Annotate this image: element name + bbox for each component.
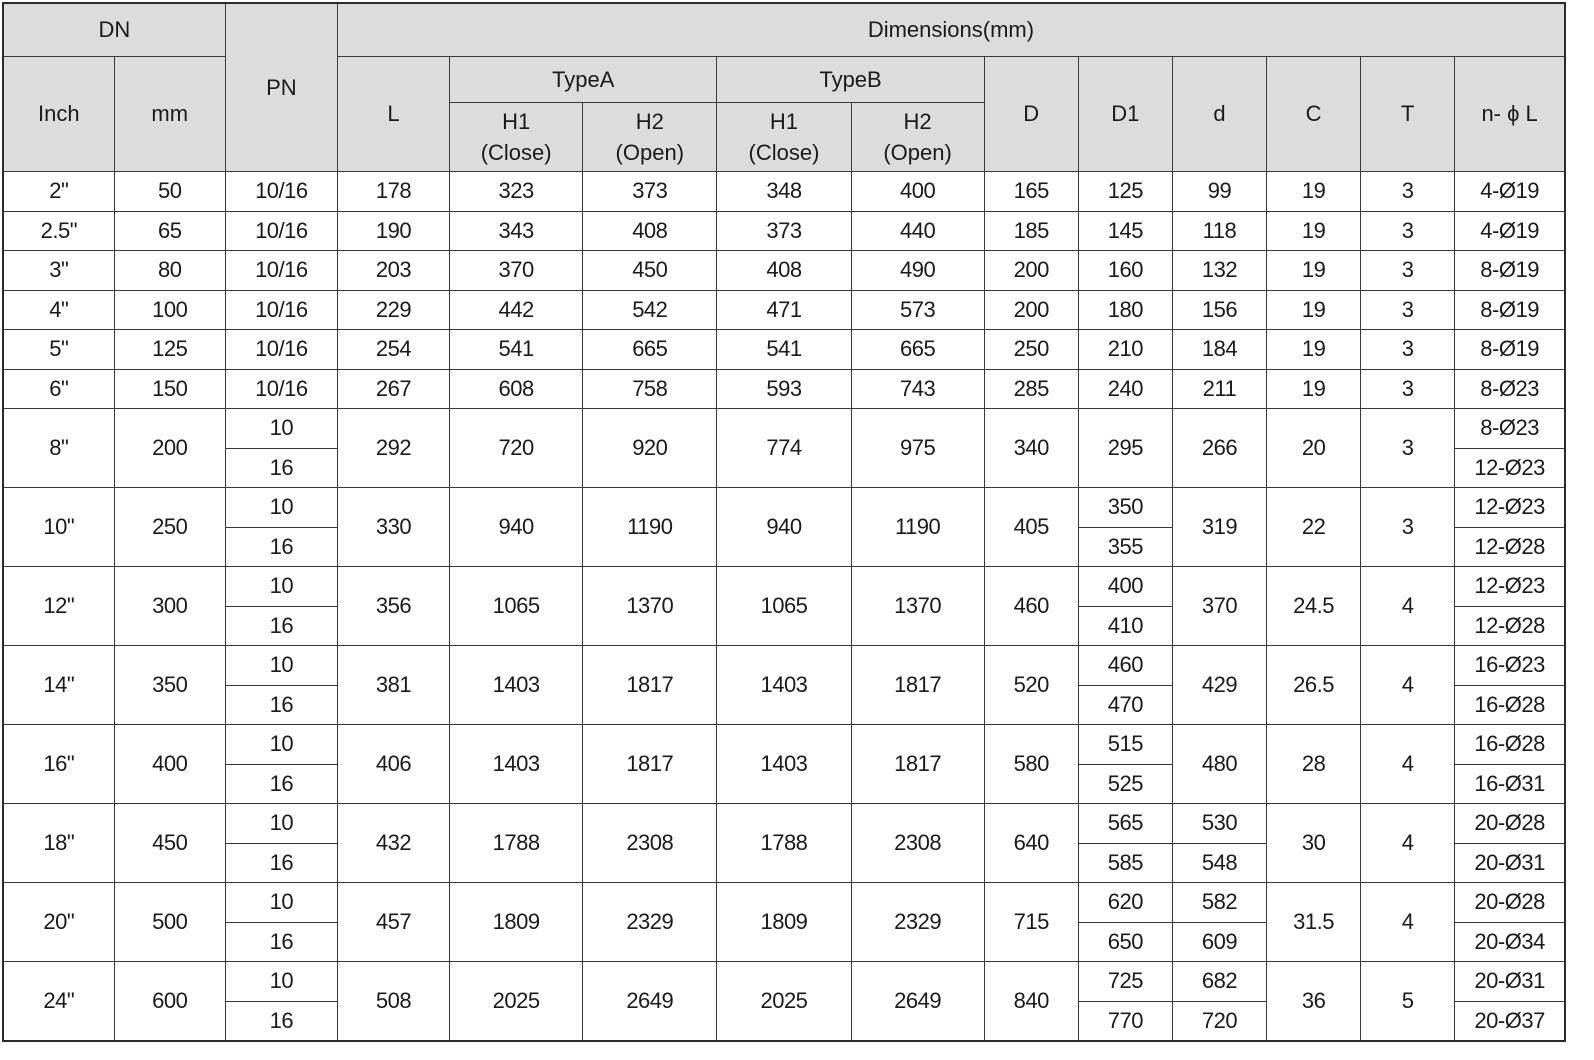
- header-d1: D1: [1078, 57, 1172, 172]
- cell-pn: 10: [225, 883, 337, 923]
- cell-d-inner: 480: [1172, 725, 1266, 804]
- cell-pn: 16: [225, 448, 337, 488]
- cell-pn: 10: [225, 409, 337, 449]
- cell-d-inner: 548: [1172, 843, 1266, 883]
- table-row: [3, 488, 1565, 528]
- cell-pn: 16: [225, 685, 337, 725]
- cell-l: 508: [337, 962, 449, 1042]
- cell-type-b-h1: 1809: [717, 883, 851, 962]
- cell-type-a-h2: 758: [583, 369, 717, 409]
- cell-d1: 585: [1078, 843, 1172, 883]
- cell-t: 3: [1361, 409, 1455, 488]
- cell-type-a-h2: 2649: [583, 962, 717, 1042]
- cell-n-phi-l: 16-Ø31: [1455, 764, 1565, 804]
- cell-inch: 24": [3, 962, 114, 1042]
- cell-type-a-h2: 665: [583, 330, 717, 370]
- cell-inch: 4": [3, 290, 114, 330]
- cell-d-outer: 840: [984, 962, 1078, 1042]
- cell-c: 31.5: [1267, 883, 1361, 962]
- cell-mm: 125: [114, 330, 225, 370]
- cell-t: 4: [1361, 646, 1455, 725]
- cell-mm: 250: [114, 488, 225, 567]
- cell-mm: 100: [114, 290, 225, 330]
- cell-pn: 16: [225, 764, 337, 804]
- cell-l: 203: [337, 251, 449, 291]
- cell-d-inner: 530: [1172, 804, 1266, 844]
- cell-d-inner: 720: [1172, 1001, 1266, 1041]
- cell-type-a-h2: 373: [583, 172, 717, 212]
- cell-n-phi-l: 8-Ø23: [1455, 409, 1565, 449]
- cell-mm: 400: [114, 725, 225, 804]
- cell-d1: 525: [1078, 764, 1172, 804]
- cell-mm: 50: [114, 172, 225, 212]
- cell-type-b-h2: 743: [851, 369, 984, 409]
- table-row: [3, 962, 1565, 1002]
- cell-pn: 10: [225, 725, 337, 765]
- cell-d-inner: 319: [1172, 488, 1266, 567]
- header-type-a-h1: [450, 103, 583, 172]
- cell-type-a-h1: 541: [450, 330, 583, 370]
- cell-type-a-h2: 1190: [583, 488, 717, 567]
- cell-type-b-h2: 1370: [851, 567, 984, 646]
- open-label: (Open): [615, 140, 685, 165]
- cell-d1: 180: [1078, 290, 1172, 330]
- cell-c: 36: [1267, 962, 1361, 1042]
- cell-type-a-h2: 2308: [583, 804, 717, 883]
- table-row: [3, 883, 1565, 923]
- cell-type-b-h2: 400: [851, 172, 984, 212]
- cell-t: 4: [1361, 567, 1455, 646]
- cell-t: 3: [1361, 211, 1455, 251]
- cell-pn: 16: [225, 606, 337, 646]
- cell-l: 330: [337, 488, 449, 567]
- cell-n-phi-l: 12-Ø23: [1455, 448, 1565, 488]
- cell-type-b-h2: 490: [851, 251, 984, 291]
- cell-type-b-h1: 541: [717, 330, 851, 370]
- dimensions-table: [2, 2, 1566, 1042]
- h2-label: H2: [635, 109, 664, 134]
- cell-pn: 10/16: [225, 290, 337, 330]
- cell-c: 19: [1267, 172, 1361, 212]
- cell-type-b-h1: 940: [717, 488, 851, 567]
- cell-pn: 16: [225, 922, 337, 962]
- h1-label: H1: [769, 109, 799, 134]
- header-d-inner: d: [1172, 57, 1266, 172]
- cell-pn: 10/16: [225, 172, 337, 212]
- header-l: L: [337, 57, 449, 172]
- header-dn: DN: [3, 3, 225, 57]
- cell-d-inner: 582: [1172, 883, 1266, 923]
- cell-type-a-h1: 442: [450, 290, 583, 330]
- cell-inch: 3": [3, 251, 114, 291]
- cell-type-b-h1: 1403: [717, 725, 851, 804]
- table-row: [3, 725, 1565, 765]
- cell-inch: 20": [3, 883, 114, 962]
- cell-pn: 10: [225, 488, 337, 528]
- cell-d-outer: 340: [984, 409, 1078, 488]
- cell-pn: 10: [225, 962, 337, 1002]
- cell-d1: 725: [1078, 962, 1172, 1002]
- table-row: [3, 172, 1565, 212]
- cell-type-a-h2: 1817: [583, 725, 717, 804]
- header-n-phi-l: n- ϕ L: [1455, 57, 1565, 172]
- cell-d-inner: 211: [1172, 369, 1266, 409]
- table-row: [3, 804, 1565, 844]
- cell-inch: 12": [3, 567, 114, 646]
- cell-mm: 150: [114, 369, 225, 409]
- cell-inch: 2.5": [3, 211, 114, 251]
- table-row: [3, 646, 1565, 686]
- cell-d-inner: 682: [1172, 962, 1266, 1002]
- cell-type-b-h1: 1065: [717, 567, 851, 646]
- cell-type-b-h2: 1817: [851, 725, 984, 804]
- cell-type-b-h2: 2308: [851, 804, 984, 883]
- header-t: T: [1361, 57, 1455, 172]
- cell-d-outer: 715: [984, 883, 1078, 962]
- cell-d-outer: 405: [984, 488, 1078, 567]
- cell-type-b-h1: 2025: [717, 962, 851, 1042]
- cell-c: 26.5: [1267, 646, 1361, 725]
- header-pn: PN: [225, 3, 337, 172]
- cell-type-a-h2: 1370: [583, 567, 717, 646]
- cell-d1: 125: [1078, 172, 1172, 212]
- header-type-a-h2: [583, 103, 717, 172]
- cell-pn: 10: [225, 567, 337, 607]
- cell-n-phi-l: 8-Ø23: [1455, 369, 1565, 409]
- cell-d-outer: 185: [984, 211, 1078, 251]
- cell-n-phi-l: 8-Ø19: [1455, 290, 1565, 330]
- cell-d1: 160: [1078, 251, 1172, 291]
- cell-type-b-h1: 774: [717, 409, 851, 488]
- cell-inch: 16": [3, 725, 114, 804]
- cell-t: 3: [1361, 251, 1455, 291]
- cell-d1: 620: [1078, 883, 1172, 923]
- cell-d1: 350: [1078, 488, 1172, 528]
- cell-l: 292: [337, 409, 449, 488]
- cell-type-a-h1: 1403: [450, 725, 583, 804]
- cell-l: 254: [337, 330, 449, 370]
- cell-n-phi-l: 20-Ø31: [1455, 962, 1565, 1002]
- table-row: [3, 330, 1565, 370]
- cell-type-a-h1: 1403: [450, 646, 583, 725]
- cell-d1: 240: [1078, 369, 1172, 409]
- h2-label: H2: [903, 109, 932, 134]
- cell-type-a-h1: 343: [450, 211, 583, 251]
- cell-type-b-h1: 373: [717, 211, 851, 251]
- close-label: (Close): [480, 140, 552, 165]
- cell-type-b-h2: 975: [851, 409, 984, 488]
- cell-n-phi-l: 20-Ø34: [1455, 922, 1565, 962]
- cell-n-phi-l: 16-Ø28: [1455, 685, 1565, 725]
- cell-type-b-h2: 2329: [851, 883, 984, 962]
- cell-n-phi-l: 8-Ø19: [1455, 251, 1565, 291]
- cell-l: 190: [337, 211, 449, 251]
- cell-d-inner: 429: [1172, 646, 1266, 725]
- cell-t: 3: [1361, 172, 1455, 212]
- cell-t: 4: [1361, 883, 1455, 962]
- header-inch: Inch: [3, 57, 114, 172]
- cell-c: 28: [1267, 725, 1361, 804]
- cell-d-outer: 460: [984, 567, 1078, 646]
- cell-n-phi-l: 12-Ø23: [1455, 488, 1565, 528]
- cell-pn: 16: [225, 1001, 337, 1041]
- cell-type-a-h1: 1065: [450, 567, 583, 646]
- cell-type-a-h1: 2025: [450, 962, 583, 1042]
- cell-n-phi-l: 12-Ø28: [1455, 527, 1565, 567]
- cell-d1: 470: [1078, 685, 1172, 725]
- cell-pn: 10/16: [225, 369, 337, 409]
- cell-type-b-h2: 2649: [851, 962, 984, 1042]
- cell-mm: 300: [114, 567, 225, 646]
- cell-d1: 410: [1078, 606, 1172, 646]
- cell-pn: 16: [225, 843, 337, 883]
- cell-mm: 200: [114, 409, 225, 488]
- cell-l: 381: [337, 646, 449, 725]
- cell-c: 19: [1267, 290, 1361, 330]
- cell-type-b-h1: 408: [717, 251, 851, 291]
- cell-type-a-h2: 450: [583, 251, 717, 291]
- cell-n-phi-l: 20-Ø28: [1455, 804, 1565, 844]
- cell-type-a-h1: 370: [450, 251, 583, 291]
- header-type-b: TypeB: [717, 57, 984, 103]
- cell-c: 30: [1267, 804, 1361, 883]
- cell-n-phi-l: 4-Ø19: [1455, 172, 1565, 212]
- h1-label: H1: [502, 109, 531, 134]
- cell-c: 24.5: [1267, 567, 1361, 646]
- cell-mm: 500: [114, 883, 225, 962]
- header-c: C: [1267, 57, 1361, 172]
- header-d-outer: D: [984, 57, 1078, 172]
- cell-type-b-h2: 665: [851, 330, 984, 370]
- cell-l: 356: [337, 567, 449, 646]
- cell-t: 3: [1361, 488, 1455, 567]
- cell-d-inner: 118: [1172, 211, 1266, 251]
- cell-t: 4: [1361, 804, 1455, 883]
- header-type-b-h2: [851, 103, 984, 172]
- cell-type-a-h2: 920: [583, 409, 717, 488]
- cell-t: 5: [1361, 962, 1455, 1042]
- cell-inch: 8": [3, 409, 114, 488]
- cell-d-inner: 99: [1172, 172, 1266, 212]
- cell-c: 19: [1267, 330, 1361, 370]
- cell-d-outer: 520: [984, 646, 1078, 725]
- cell-d-outer: 285: [984, 369, 1078, 409]
- cell-d-outer: 200: [984, 251, 1078, 291]
- cell-n-phi-l: 20-Ø31: [1455, 843, 1565, 883]
- cell-pn: 10: [225, 804, 337, 844]
- cell-l: 406: [337, 725, 449, 804]
- cell-type-b-h1: 1403: [717, 646, 851, 725]
- cell-d-inner: 370: [1172, 567, 1266, 646]
- cell-d1: 355: [1078, 527, 1172, 567]
- cell-d-outer: 250: [984, 330, 1078, 370]
- cell-d-inner: 156: [1172, 290, 1266, 330]
- cell-mm: 450: [114, 804, 225, 883]
- close-label: (Close): [748, 140, 820, 165]
- cell-d1: 145: [1078, 211, 1172, 251]
- cell-l: 229: [337, 290, 449, 330]
- header-type-a: TypeA: [450, 57, 717, 103]
- cell-d1: 210: [1078, 330, 1172, 370]
- cell-n-phi-l: 20-Ø37: [1455, 1001, 1565, 1041]
- cell-d1: 770: [1078, 1001, 1172, 1041]
- cell-mm: 600: [114, 962, 225, 1042]
- cell-mm: 350: [114, 646, 225, 725]
- cell-inch: 10": [3, 488, 114, 567]
- cell-type-a-h1: 1788: [450, 804, 583, 883]
- cell-inch: 6": [3, 369, 114, 409]
- cell-type-b-h2: 1817: [851, 646, 984, 725]
- cell-n-phi-l: 4-Ø19: [1455, 211, 1565, 251]
- cell-t: 4: [1361, 725, 1455, 804]
- cell-d-inner: 184: [1172, 330, 1266, 370]
- cell-type-a-h2: 1817: [583, 646, 717, 725]
- cell-n-phi-l: 12-Ø23: [1455, 567, 1565, 607]
- cell-type-a-h1: 323: [450, 172, 583, 212]
- cell-inch: 14": [3, 646, 114, 725]
- header-mm: mm: [114, 57, 225, 172]
- cell-mm: 80: [114, 251, 225, 291]
- cell-c: 19: [1267, 369, 1361, 409]
- cell-n-phi-l: 12-Ø28: [1455, 606, 1565, 646]
- cell-pn: 10: [225, 646, 337, 686]
- cell-l: 432: [337, 804, 449, 883]
- table-body: [3, 172, 1565, 1042]
- cell-n-phi-l: 20-Ø28: [1455, 883, 1565, 923]
- cell-type-b-h2: 1190: [851, 488, 984, 567]
- cell-d1: 515: [1078, 725, 1172, 765]
- cell-pn: 10/16: [225, 330, 337, 370]
- cell-type-b-h1: 348: [717, 172, 851, 212]
- cell-type-b-h2: 573: [851, 290, 984, 330]
- cell-type-a-h1: 1809: [450, 883, 583, 962]
- table-row: [3, 290, 1565, 330]
- cell-pn: 16: [225, 527, 337, 567]
- cell-type-b-h1: 471: [717, 290, 851, 330]
- cell-d-inner: 132: [1172, 251, 1266, 291]
- cell-l: 267: [337, 369, 449, 409]
- cell-d1: 295: [1078, 409, 1172, 488]
- cell-type-b-h1: 1788: [717, 804, 851, 883]
- open-label: (Open): [883, 140, 952, 165]
- cell-d-outer: 580: [984, 725, 1078, 804]
- cell-l: 457: [337, 883, 449, 962]
- cell-pn: 10/16: [225, 211, 337, 251]
- cell-t: 3: [1361, 290, 1455, 330]
- cell-d-inner: 266: [1172, 409, 1266, 488]
- cell-type-b-h2: 440: [851, 211, 984, 251]
- cell-inch: 18": [3, 804, 114, 883]
- cell-type-a-h2: 408: [583, 211, 717, 251]
- cell-d1: 400: [1078, 567, 1172, 607]
- table-row: [3, 211, 1565, 251]
- table-row: [3, 567, 1565, 607]
- cell-mm: 65: [114, 211, 225, 251]
- cell-type-a-h1: 720: [450, 409, 583, 488]
- cell-d1: 460: [1078, 646, 1172, 686]
- cell-type-a-h1: 940: [450, 488, 583, 567]
- table-row: [3, 251, 1565, 291]
- cell-c: 19: [1267, 211, 1361, 251]
- cell-d-outer: 165: [984, 172, 1078, 212]
- header-dimensions: Dimensions(mm): [337, 3, 1565, 57]
- cell-type-b-h1: 593: [717, 369, 851, 409]
- cell-d-inner: 609: [1172, 922, 1266, 962]
- cell-c: 22: [1267, 488, 1361, 567]
- cell-t: 3: [1361, 330, 1455, 370]
- cell-type-a-h2: 542: [583, 290, 717, 330]
- cell-inch: 5": [3, 330, 114, 370]
- cell-l: 178: [337, 172, 449, 212]
- cell-c: 20: [1267, 409, 1361, 488]
- cell-type-a-h1: 608: [450, 369, 583, 409]
- cell-t: 3: [1361, 369, 1455, 409]
- cell-d-outer: 640: [984, 804, 1078, 883]
- cell-n-phi-l: 8-Ø19: [1455, 330, 1565, 370]
- table-row: [3, 369, 1565, 409]
- cell-pn: 10/16: [225, 251, 337, 291]
- cell-n-phi-l: 16-Ø28: [1455, 725, 1565, 765]
- cell-type-a-h2: 2329: [583, 883, 717, 962]
- cell-d1: 565: [1078, 804, 1172, 844]
- cell-inch: 2": [3, 172, 114, 212]
- table-header: [3, 3, 1565, 172]
- table-row: [3, 409, 1565, 449]
- cell-d-outer: 200: [984, 290, 1078, 330]
- cell-c: 19: [1267, 251, 1361, 291]
- cell-n-phi-l: 16-Ø23: [1455, 646, 1565, 686]
- header-type-b-h1: [717, 103, 851, 172]
- cell-d1: 650: [1078, 922, 1172, 962]
